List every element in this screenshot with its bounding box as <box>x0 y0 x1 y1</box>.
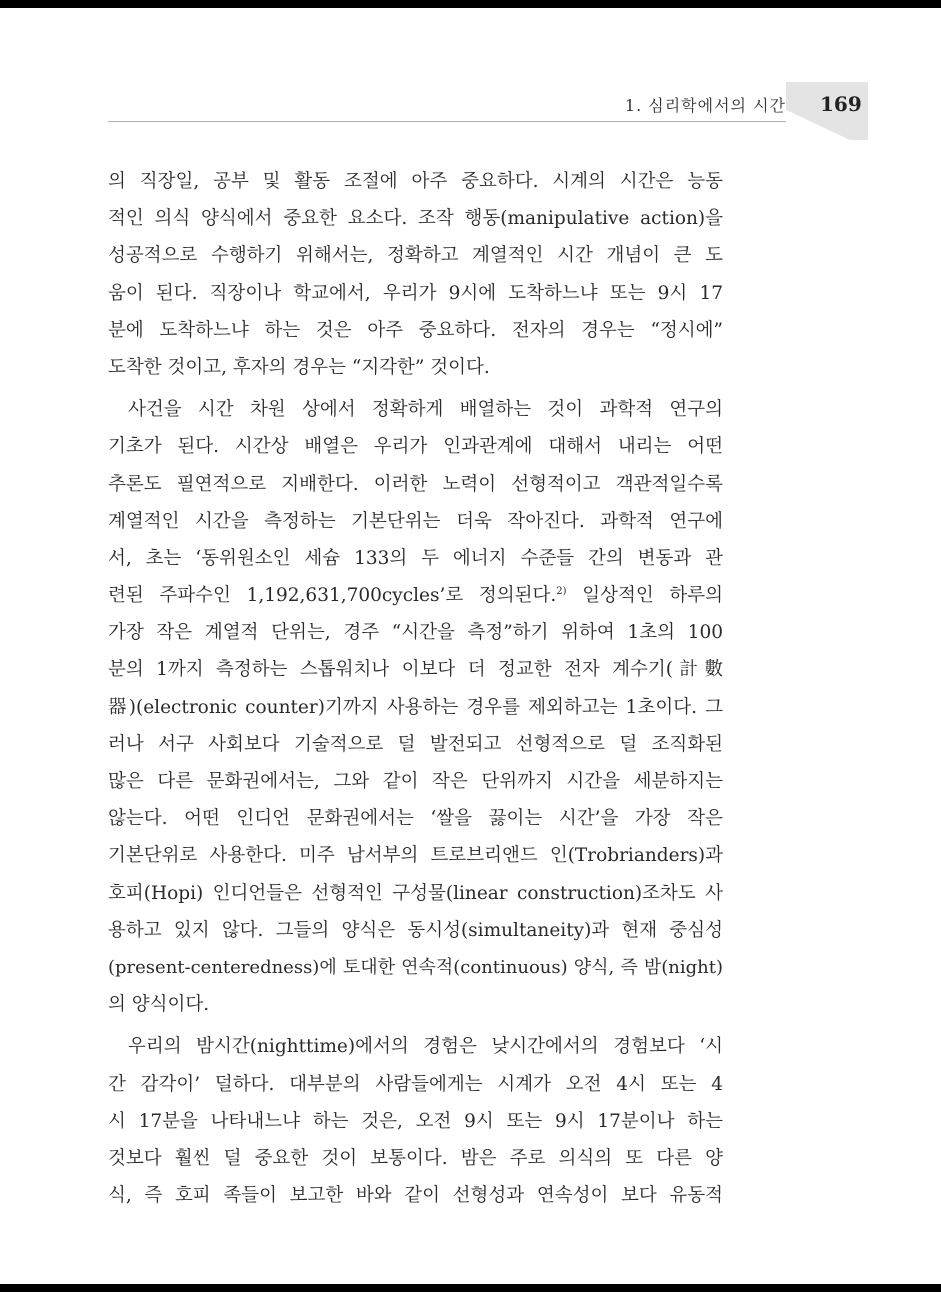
text-line: 시 17분을 나타내느냐 하는 것은, 오전 9시 또는 9시 17분이나 하는 <box>108 1110 723 1132</box>
text-line: 도착한 것이고, 후자의 경우는 “지각한” 것이다. <box>108 356 490 378</box>
text-line: 계열적인 시간을 측정하는 기본단위는 더욱 작아진다. 과학적 연구에 <box>108 510 723 532</box>
text-line: 서, 초는 ‘동위원소인 세슘 133의 두 에너지 수준들 간의 변동과 관 <box>108 547 723 569</box>
text-line: 器)(electronic counter)기까지 사용하는 경우를 제외하고는 1초이다. 그 <box>108 696 723 718</box>
text-line: 용하고 있지 않다. 그들의 양식은 동시성(simultaneity)과 현재 중심성 <box>108 919 723 941</box>
paragraph <box>108 163 723 386</box>
text-line: 기본단위로 사용한다. 미주 남서부의 트로브리앤드 인(Trobrianders)과 <box>108 845 723 867</box>
text-line: 호피(Hopi) 인디언들은 선형적인 구성물(linear construction)조차도 사 <box>108 882 723 904</box>
running-head <box>108 93 786 122</box>
body-text <box>108 163 723 1214</box>
text-line: 분에 도착하느냐 하는 것은 아주 중요하다. 전자의 경우는 “정시에” <box>108 319 723 341</box>
text-segment: 련된 주파수인 1,192,631,700cycles’로 정의된다. <box>108 585 557 607</box>
paragraph <box>108 391 723 1023</box>
text-line: (present-centeredness)에 토대한 연속적(continuous) 양식, 즉 밤(night) <box>108 956 723 978</box>
text-line: 성공적으로 수행하기 위해서는, 정확하고 계열적인 시간 개념이 큰 도 <box>108 245 723 267</box>
text-line: 가장 작은 계열적 단위는, 경주 “시간을 측정”하기 위하여 1초의 100 <box>108 622 723 644</box>
text-segment: 일상적인 하루의 <box>566 585 723 607</box>
page-number: 169 <box>820 92 862 116</box>
text-line: 우리의 밤시간(nighttime)에서의 경험은 낮시간에서의 경험보다 ‘시 <box>128 1036 723 1058</box>
text-line: 것보다 훨씬 덜 중요한 것이 보통이다. 밤은 주로 의식의 또 다른 양 <box>108 1147 723 1169</box>
text-line: 의 양식이다. <box>108 994 210 1016</box>
book-page <box>0 8 941 1284</box>
text-line-with-footnote <box>108 577 723 614</box>
footnote-marker: 2) <box>556 585 567 597</box>
text-line: 적인 의식 양식에서 중요한 요소다. 조작 행동(manipulative action)을 <box>108 208 723 230</box>
text-line: 러나 서구 사회보다 기술적으로 덜 발전되고 선형적으로 덜 조직화된 <box>108 733 723 755</box>
text-line: 많은 다른 문화권에서는, 그와 같이 작은 단위까지 시간을 세분하지는 <box>108 771 723 792</box>
text-line: 의 직장일, 공부 및 활동 조절에 아주 중요하다. 시계의 시간은 능동 <box>108 171 723 192</box>
paragraph <box>108 1028 723 1214</box>
text-line: 식, 즉 호피 족들이 보고한 바와 같이 선형성과 연속성이 보다 유동적 <box>108 1185 723 1207</box>
running-title: 1. 심리학에서의 시간 <box>624 96 786 115</box>
text-line: 않는다. 어떤 인디언 문화권에서는 ‘쌀을 끓이는 시간’을 가장 작은 <box>108 808 723 830</box>
text-line: 추론도 필연적으로 지배한다. 이러한 노력이 선형적이고 객관적일수록 <box>108 473 723 495</box>
text-line: 분의 1까지 측정하는 스톱워치나 이보다 더 정교한 전자 계수기(計數 <box>108 659 723 681</box>
text-line: 기초가 된다. 시간상 배열은 우리가 인과관계에 대해서 내리는 어떤 <box>108 436 723 458</box>
text-line: 사건을 시간 차원 상에서 정확하게 배열하는 것이 과학적 연구의 <box>128 399 723 421</box>
text-line: 간 감각이’ 덜하다. 대부분의 사람들에게는 시계가 오전 4시 또는 4 <box>108 1073 723 1095</box>
text-line: 움이 된다. 직장이나 학교에서, 우리가 9시에 도착하느냐 또는 9시 17 <box>108 282 723 304</box>
